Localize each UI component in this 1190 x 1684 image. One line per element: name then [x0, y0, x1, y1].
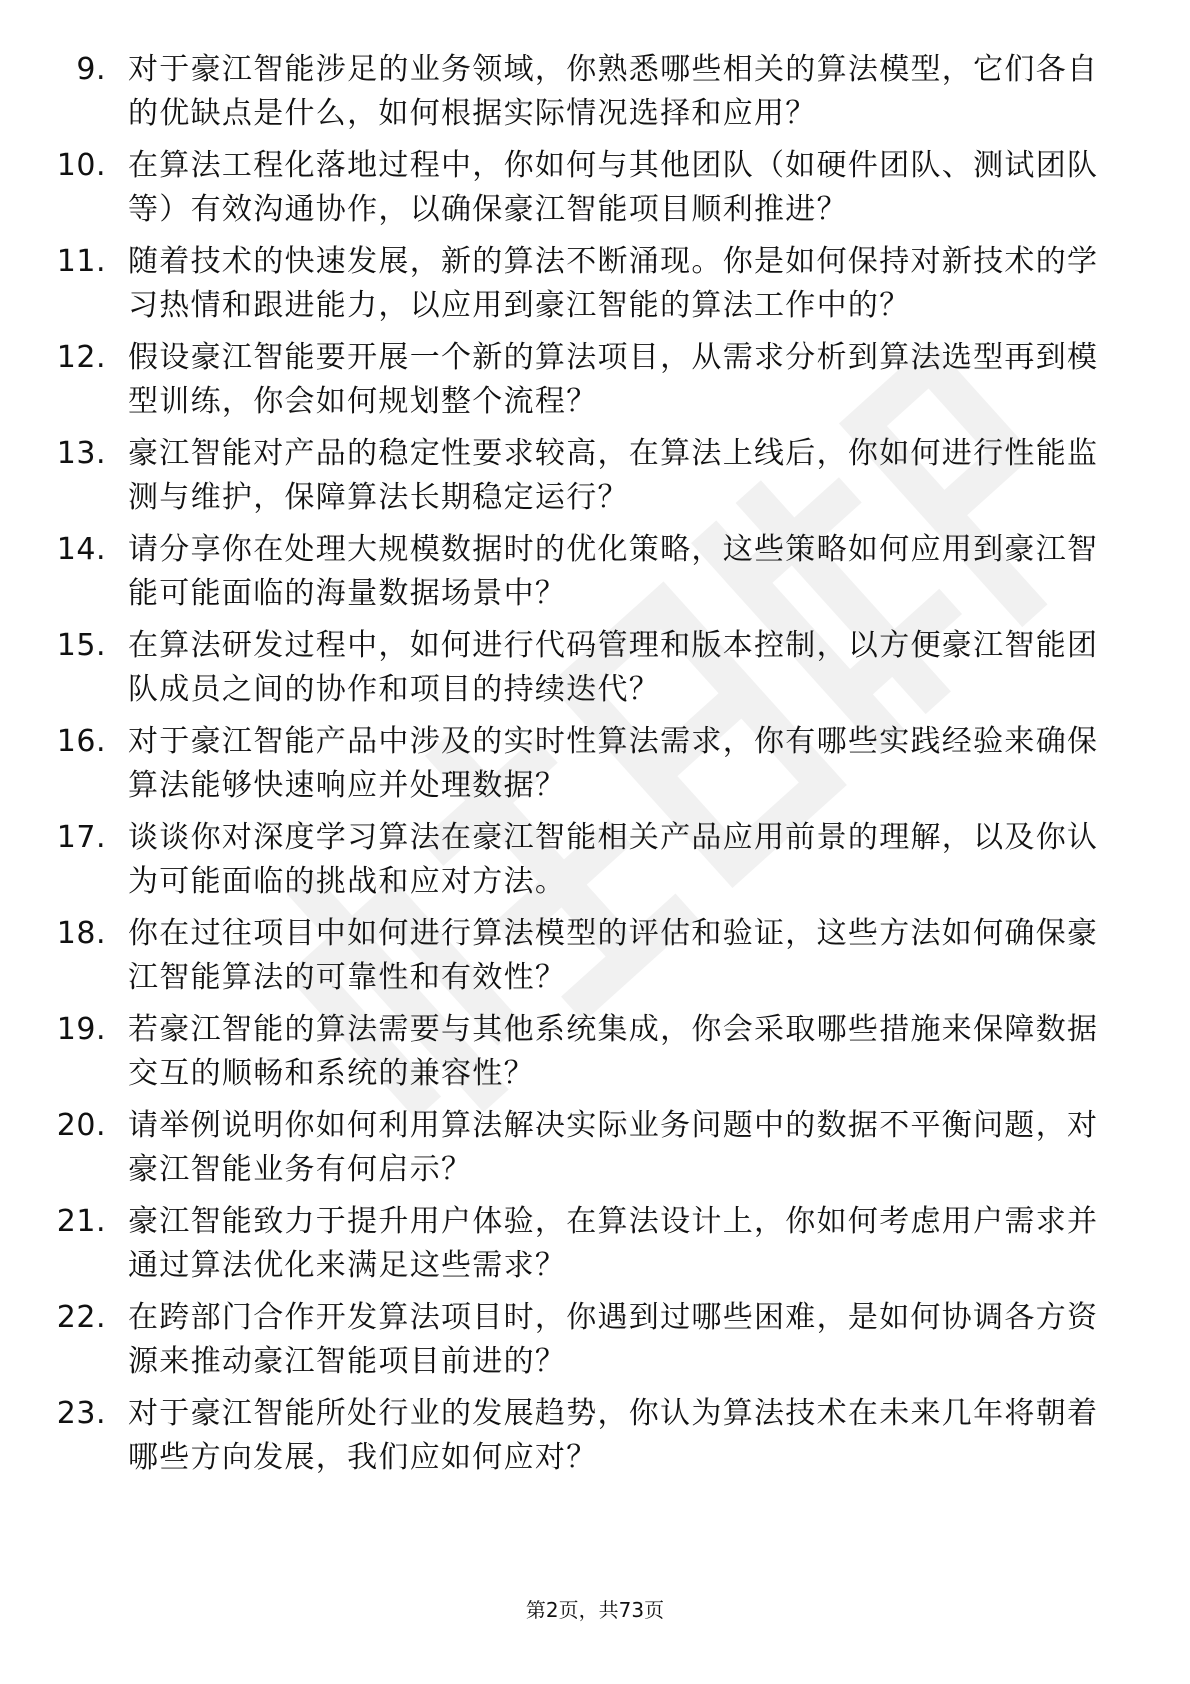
question-text: 对于豪江智能涉足的业务领域，你熟悉哪些相关的算法模型，它们各自的优缺点是什么，如何根据实际情况选择和应用？ [128, 52, 1099, 131]
question-text: 在算法研发过程中，如何进行代码管理和版本控制，以方便豪江智能团队成员之间的协作和项目的持续迭代？ [128, 628, 1099, 707]
question-number: 22. [56, 1300, 106, 1335]
question-number: 16. [56, 724, 106, 759]
question-item [0, 816, 1190, 912]
question-item [0, 432, 1190, 528]
question-item [0, 528, 1190, 624]
question-number: 17. [56, 820, 106, 855]
question-text: 在跨部门合作开发算法项目时，你遇到过哪些困难，是如何协调各方资源来推动豪江智能项目前进的？ [128, 1300, 1099, 1379]
question-number: 15. [56, 628, 106, 663]
question-item [0, 1008, 1190, 1104]
question-text: 在算法工程化落地过程中，你如何与其他团队（如硬件团队、测试团队等）有效沟通协作，以确保豪江智能项目顺利推进？ [128, 148, 1099, 227]
question-item [0, 624, 1190, 720]
question-number: 19. [56, 1012, 106, 1047]
question-item [0, 336, 1190, 432]
question-number: 11. [56, 244, 106, 279]
question-item [0, 240, 1190, 336]
question-text: 请分享你在处理大规模数据时的优化策略，这些策略如何应用到豪江智能可能面临的海量数据场景中？ [128, 532, 1099, 611]
question-text: 若豪江智能的算法需要与其他系统集成，你会采取哪些措施来保障数据交互的顺畅和系统的兼容性？ [128, 1012, 1099, 1091]
question-item [0, 144, 1190, 240]
question-number: 10. [56, 148, 106, 183]
question-item [0, 720, 1190, 816]
question-text: 谈谈你对深度学习算法在豪江智能相关产品应用前景的理解，以及你认为可能面临的挑战和应对方法。 [128, 820, 1099, 899]
question-text: 你在过往项目中如何进行算法模型的评估和验证，这些方法如何确保豪江智能算法的可靠性和有效性？ [128, 916, 1099, 995]
question-text: 请举例说明你如何利用算法解决实际业务问题中的数据不平衡问题，对豪江智能业务有何启示？ [128, 1108, 1099, 1187]
question-number: 14. [56, 532, 106, 567]
question-list [0, 48, 1190, 1488]
question-number: 21. [56, 1204, 106, 1239]
page-footer [0, 1596, 1190, 1624]
question-text: 随着技术的快速发展，新的算法不断涌现。你是如何保持对新技术的学习热情和跟进能力，以应用到豪江智能的算法工作中的？ [128, 244, 1099, 323]
question-item [0, 1200, 1190, 1296]
question-text: 对于豪江智能产品中涉及的实时性算法需求，你有哪些实践经验来确保算法能够快速响应并处理数据？ [128, 724, 1099, 803]
question-text: 假设豪江智能要开展一个新的算法项目，从需求分析到算法选型再到模型训练，你会如何规划整个流程？ [128, 340, 1099, 419]
question-item [0, 1296, 1190, 1392]
question-item [0, 912, 1190, 1008]
question-item [0, 1392, 1190, 1488]
question-text: 豪江智能致力于提升用户体验，在算法设计上，你如何考虑用户需求并通过算法优化来满足这些需求？ [128, 1204, 1099, 1283]
question-number: 12. [56, 340, 106, 375]
question-number: 20. [56, 1108, 106, 1143]
question-number: 9. [76, 52, 106, 87]
question-number: 13. [56, 436, 106, 471]
question-text: 豪江智能对产品的稳定性要求较高，在算法上线后，你如何进行性能监测与维护，保障算法长期稳定运行？ [128, 436, 1099, 515]
question-text: 对于豪江智能所处行业的发展趋势，你认为算法技术在未来几年将朝着哪些方向发展，我们应如何应对？ [128, 1396, 1099, 1475]
page-number-label: 第2页，共73页 [525, 1598, 665, 1622]
question-number: 18. [56, 916, 106, 951]
question-item [0, 1104, 1190, 1200]
question-item [0, 48, 1190, 144]
question-number: 23. [56, 1396, 106, 1431]
